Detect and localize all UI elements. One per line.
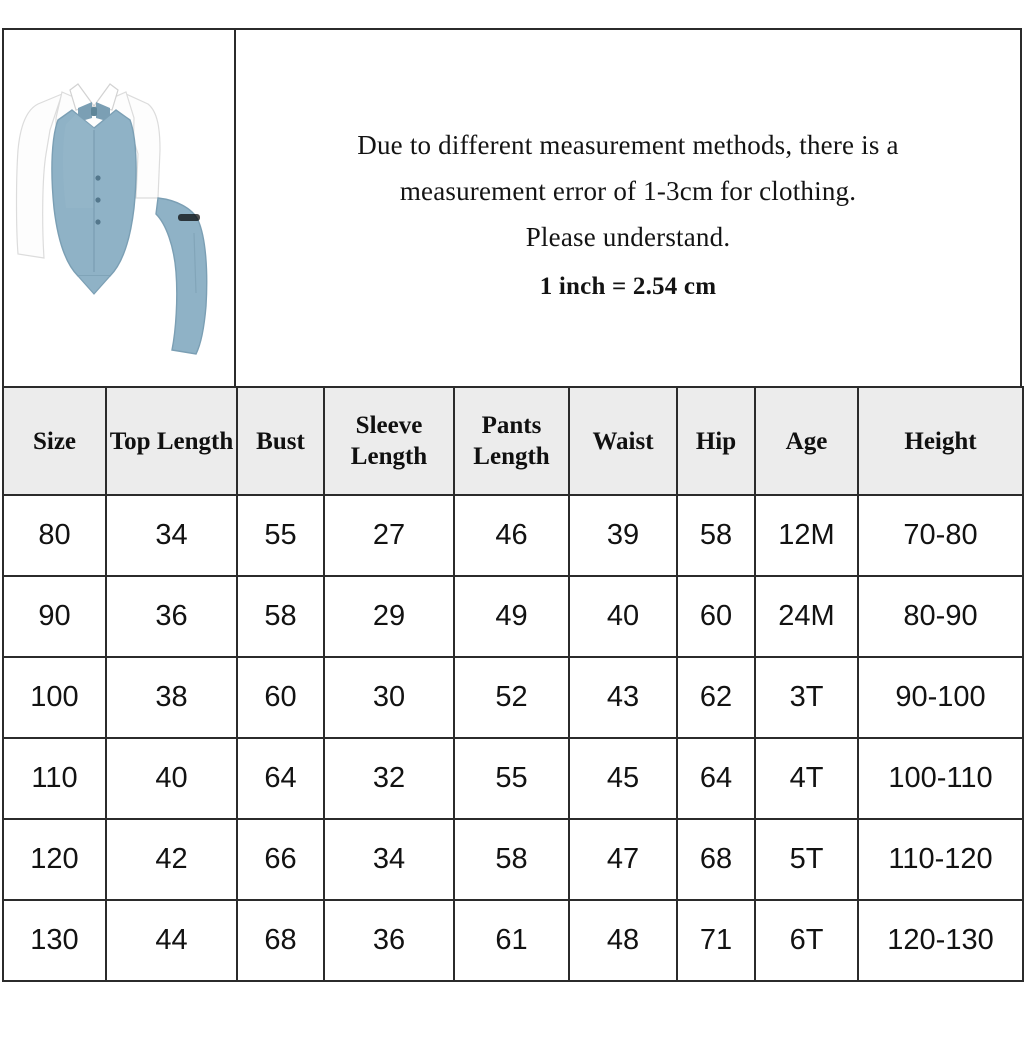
cell-age: 6T [755,900,858,981]
header-panel [2,28,1022,386]
cell-sleeve-length: 34 [324,819,454,900]
cell-age: 3T [755,657,858,738]
cell-waist: 47 [569,819,677,900]
product-outfit-illustration [6,58,234,358]
column-header-sleeve-length: Sleeve Length [324,387,454,495]
cell-top-length: 36 [106,576,237,657]
cell-size: 80 [3,495,106,576]
cell-waist: 40 [569,576,677,657]
cell-pants-length: 61 [454,900,569,981]
cell-size: 90 [3,576,106,657]
cell-size: 110 [3,738,106,819]
cell-waist: 45 [569,738,677,819]
cell-bust: 66 [237,819,324,900]
cell-height: 90-100 [858,657,1023,738]
cell-top-length: 38 [106,657,237,738]
cell-sleeve-length: 30 [324,657,454,738]
table-row [3,657,1023,738]
column-header-bust: Bust [237,387,324,495]
note-line-2: measurement error of 1-3cm for clothing. [399,176,857,206]
cell-sleeve-length: 29 [324,576,454,657]
cell-height: 120-130 [858,900,1023,981]
cell-bust: 68 [237,900,324,981]
cell-hip: 62 [677,657,755,738]
cell-pants-length: 46 [454,495,569,576]
cell-height: 110-120 [858,819,1023,900]
measurement-note [236,30,1020,386]
table-row [3,900,1023,981]
cell-pants-length: 52 [454,657,569,738]
inch-conversion-note: 1 inch = 2.54 cm [539,273,717,300]
cell-hip: 58 [677,495,755,576]
cell-size: 130 [3,900,106,981]
cell-height: 70-80 [858,495,1023,576]
cell-age: 12M [755,495,858,576]
cell-waist: 48 [569,900,677,981]
size-chart-page [0,28,1024,1052]
column-header-height: Height [858,387,1023,495]
table-row [3,576,1023,657]
cell-top-length: 44 [106,900,237,981]
table-row [3,738,1023,819]
cell-hip: 68 [677,819,755,900]
column-header-top-length: Top Length [106,387,237,495]
cell-age: 24M [755,576,858,657]
note-line-1: Due to different measurement methods, there is a [357,130,899,160]
cell-bust: 64 [237,738,324,819]
column-header-waist: Waist [569,387,677,495]
cell-age: 4T [755,738,858,819]
cell-hip: 64 [677,738,755,819]
column-header-age: Age [755,387,858,495]
column-header-pants-length: Pants Length [454,387,569,495]
cell-top-length: 42 [106,819,237,900]
cell-waist: 43 [569,657,677,738]
cell-height: 80-90 [858,576,1023,657]
cell-hip: 60 [677,576,755,657]
cell-bust: 60 [237,657,324,738]
cell-size: 100 [3,657,106,738]
cell-age: 5T [755,819,858,900]
cell-bust: 58 [237,576,324,657]
cell-pants-length: 58 [454,819,569,900]
table-header-row [3,387,1023,495]
column-header-hip: Hip [677,387,755,495]
cell-bust: 55 [237,495,324,576]
table-row [3,819,1023,900]
product-image-cell [4,30,236,386]
table-row [3,495,1023,576]
cell-sleeve-length: 27 [324,495,454,576]
cell-height: 100-110 [858,738,1023,819]
note-line-3: Please understand. [525,222,731,252]
cell-sleeve-length: 36 [324,900,454,981]
cell-pants-length: 49 [454,576,569,657]
cell-hip: 71 [677,900,755,981]
size-chart-table [2,386,1024,982]
cell-size: 120 [3,819,106,900]
cell-pants-length: 55 [454,738,569,819]
cell-top-length: 34 [106,495,237,576]
cell-waist: 39 [569,495,677,576]
column-header-size: Size [3,387,106,495]
cell-sleeve-length: 32 [324,738,454,819]
cell-top-length: 40 [106,738,237,819]
